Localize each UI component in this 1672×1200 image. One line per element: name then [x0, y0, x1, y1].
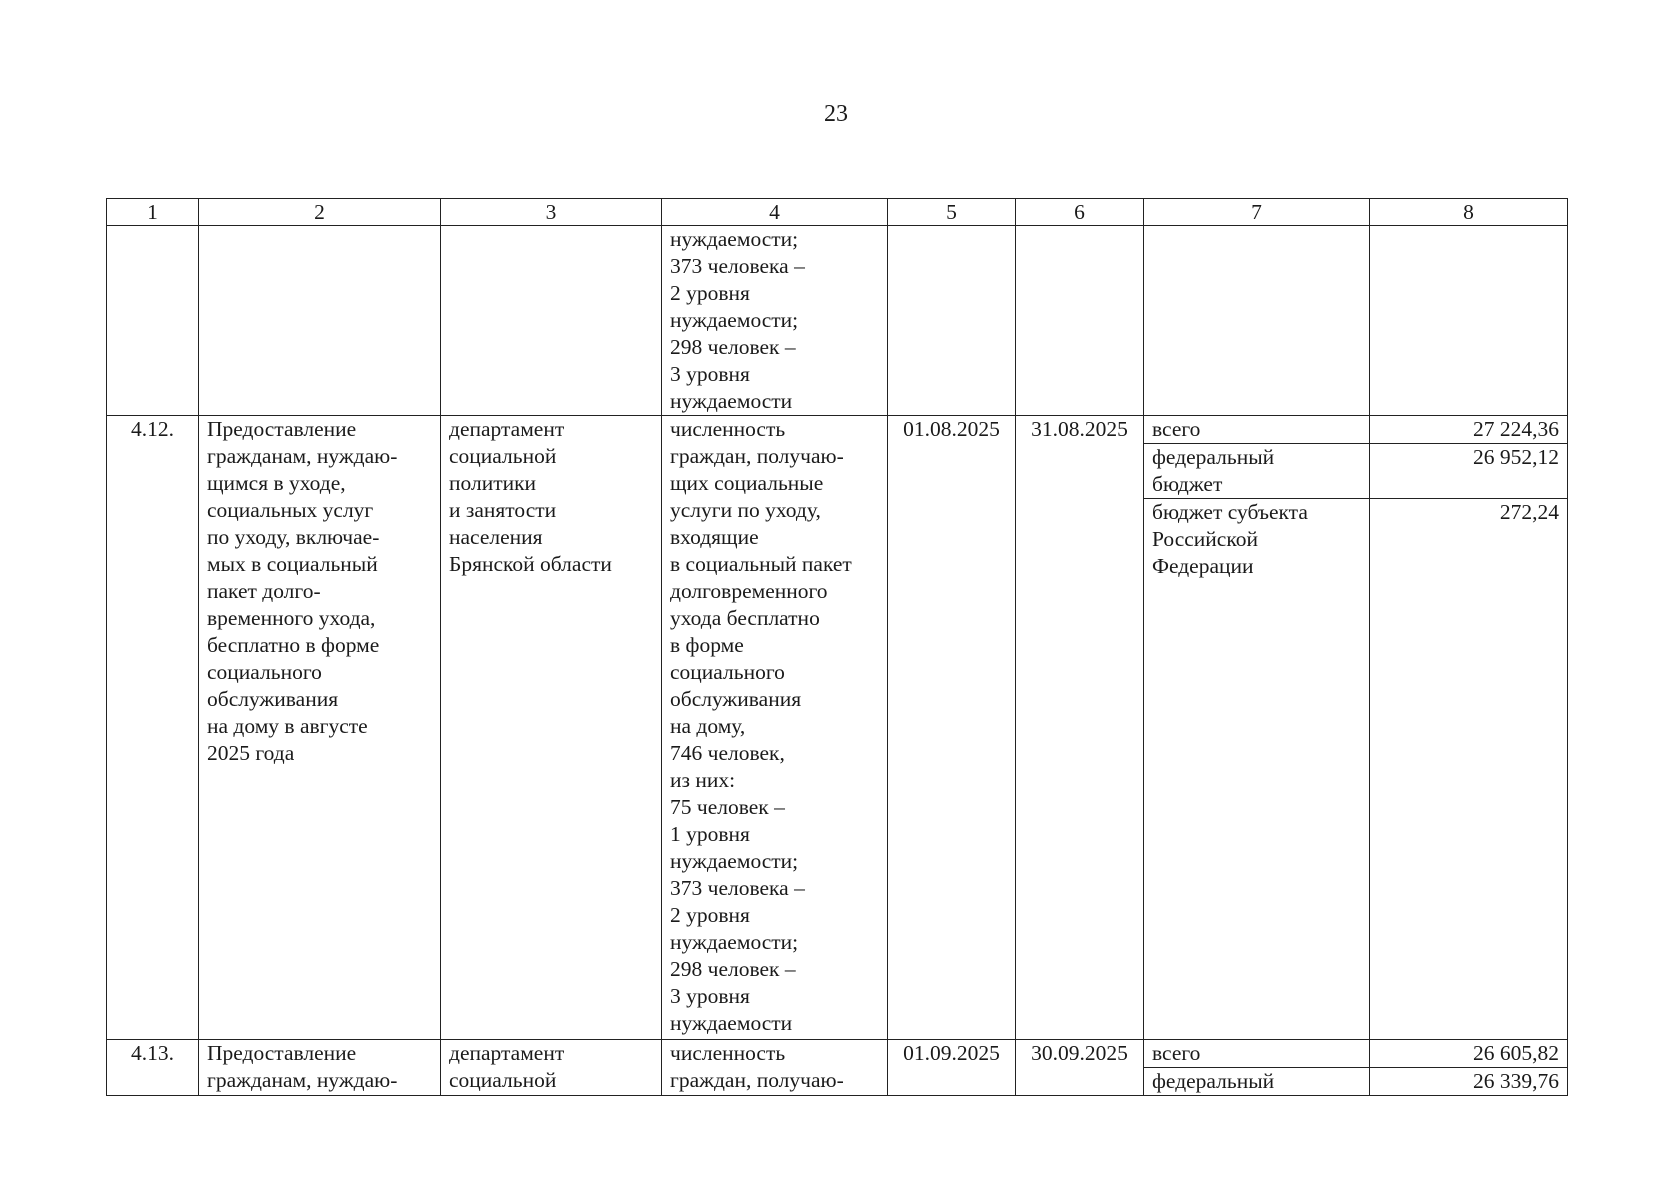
- funding-amount: 27 224,36: [1370, 416, 1568, 444]
- header-col-6: 6: [1016, 199, 1144, 226]
- table-row: [107, 1040, 1568, 1068]
- page-number: 23: [824, 101, 848, 127]
- continuation-row: [107, 226, 1568, 416]
- result-indicator: численность граждан, получаю- щих социальные услуги по уходу, входящие в социальный пакет долговременного ухода бесплатно в форме социального обслуживания на дому, 746 человек, из них: 75 человек – 1 уровня нуждаемости; 373 человека – 2 уровня нуждаемости; 298 человек – 3 уровня нуждаемости: [662, 416, 888, 1040]
- start-date: 01.09.2025: [888, 1040, 1016, 1096]
- column-number-header: [107, 199, 1568, 226]
- funding-amount: 26 605,82: [1370, 1040, 1568, 1068]
- funding-source-label: всего: [1144, 1040, 1370, 1068]
- funding-source-label: федеральный бюджет: [1144, 444, 1370, 499]
- start-date: 01.08.2025: [888, 416, 1016, 1040]
- responsible-department: департамент социальной: [441, 1040, 662, 1096]
- table-row: [107, 416, 1568, 444]
- continuation-indicator: нуждаемости; 373 человека – 2 уровня нуждаемости; 298 человек – 3 уровня нуждаемости: [662, 226, 888, 416]
- funding-amount: 26 952,12: [1370, 444, 1568, 499]
- header-col-1: 1: [107, 199, 199, 226]
- program-table: [106, 198, 1568, 1096]
- end-date: 31.08.2025: [1016, 416, 1144, 1040]
- responsible-department: департамент социальной политики и занятости населения Брянской области: [441, 416, 662, 1040]
- result-indicator: численность граждан, получаю-: [662, 1040, 888, 1096]
- item-title: Предоставление гражданам, нуждаю-: [199, 1040, 441, 1096]
- header-col-4: 4: [662, 199, 888, 226]
- funding-amount: 272,24: [1370, 499, 1568, 1040]
- funding-source-label: всего: [1144, 416, 1370, 444]
- funding-source-label: бюджет субъекта Российской Федерации: [1144, 499, 1370, 1040]
- item-title: Предоставление гражданам, нуждаю- щимся в уходе, социальных услуг по уходу, включае- мых в социальный пакет долго- временного ухода, бесплатно в форме социального обслуживания на дому в августе 2025 года: [199, 416, 441, 1040]
- header-col-8: 8: [1370, 199, 1568, 226]
- header-col-5: 5: [888, 199, 1016, 226]
- end-date: 30.09.2025: [1016, 1040, 1144, 1096]
- header-col-7: 7: [1144, 199, 1370, 226]
- funding-source-label: федеральный: [1144, 1068, 1370, 1096]
- header-col-2: 2: [199, 199, 441, 226]
- item-number: 4.13.: [107, 1040, 199, 1096]
- funding-amount: 26 339,76: [1370, 1068, 1568, 1096]
- item-number: 4.12.: [107, 416, 199, 1040]
- header-col-3: 3: [441, 199, 662, 226]
